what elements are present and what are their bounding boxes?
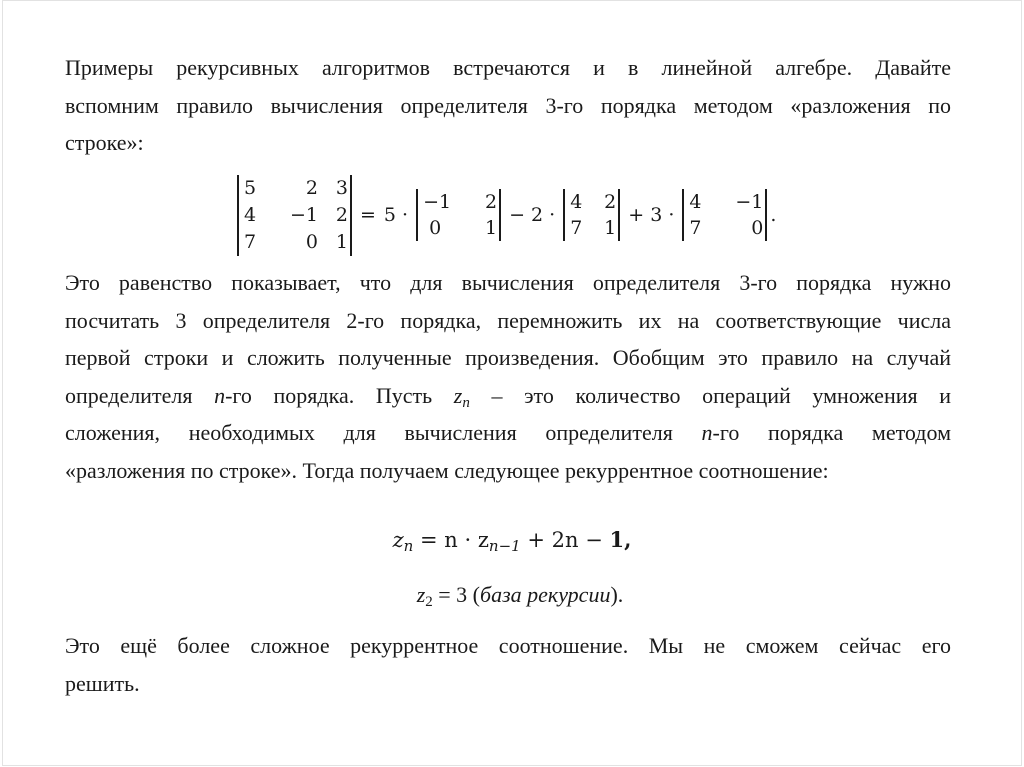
matrix-cell: 2	[485, 191, 498, 213]
minor-determinant-3	[682, 189, 767, 241]
formula-fragment: = n · z	[413, 528, 489, 552]
matrix-cell: 0	[751, 217, 764, 239]
variable-n: n	[214, 382, 226, 408]
minor-determinant-2	[563, 189, 620, 241]
coefficient-minus-2: − 2 ·	[509, 204, 556, 226]
coefficient-5: 5 ·	[383, 204, 409, 226]
variable-z: z	[392, 528, 404, 552]
subscript: n−1	[488, 537, 521, 555]
text-fragment: -го порядка методом	[712, 420, 951, 445]
text-fragment: определителя	[65, 382, 215, 408]
base-case-formula	[8, 582, 1024, 608]
constant-one: 1	[609, 527, 625, 552]
text-line: первой строки и сложить полученные произведения. Обобщим это правило на случай	[65, 345, 951, 370]
matrix-cell: 1	[604, 217, 617, 239]
recurrence-formula	[0, 527, 1024, 555]
formula-comma: ,	[624, 527, 632, 552]
subscript: 2	[425, 594, 433, 610]
matrix-cell: 7	[244, 231, 257, 253]
text-fragment: сложения, необходимых для вычисления определителя	[65, 420, 702, 445]
text-line: Это ещё более сложное рекуррентное соотношение. Мы не сможем сейчас его	[65, 633, 951, 658]
text-line: Примеры рекурсивных алгоритмов встречаются и в линейной алгебре. Давайте	[65, 55, 951, 80]
paragraph-explanation	[65, 264, 951, 489]
subscript-n: n	[462, 394, 470, 411]
variable-z: z	[416, 582, 426, 607]
formula-fragment: = 3 (	[432, 582, 480, 607]
formula-fragment: + 2n −	[520, 528, 610, 552]
matrix-cell: 2	[604, 191, 617, 213]
matrix-cell: 5	[244, 177, 257, 199]
minor-determinant-1	[416, 189, 501, 241]
equals-sign: =	[360, 204, 376, 226]
variable-n: n	[701, 420, 713, 445]
base-case-label: база рекурсии	[480, 582, 611, 607]
matrix-cell: 2	[305, 177, 318, 199]
text-line: Это равенство показывает, что для вычисления определителя 3-го порядка нужно	[65, 270, 951, 295]
matrix-cell: −1	[735, 191, 764, 213]
text-line: строке»:	[65, 130, 144, 155]
matrix-cell: 7	[570, 217, 583, 239]
matrix-cell: 7	[689, 217, 702, 239]
text-fragment: -го порядка. Пусть	[225, 382, 454, 408]
matrix-cell: 1	[485, 217, 498, 239]
text-line: «разложения по строке». Тогда получаем следующее рекуррентное соотношение:	[65, 457, 829, 483]
paragraph-intro	[65, 49, 951, 162]
main-determinant	[237, 175, 352, 256]
text-line: решить.	[65, 670, 140, 696]
matrix-cell: 4	[244, 204, 257, 226]
text-line: посчитать 3 определителя 2-го порядка, перемножить их на соответствующие числа	[65, 307, 951, 333]
matrix-cell: 4	[689, 191, 702, 213]
formula-period: .	[770, 204, 777, 226]
matrix-cell: 3	[335, 177, 348, 199]
coefficient-plus-3: + 3 ·	[628, 204, 675, 226]
matrix-cell: −1	[423, 191, 452, 213]
text-line	[65, 377, 951, 415]
determinant-expansion-formula	[237, 175, 776, 255]
matrix-cell: 2	[335, 204, 348, 226]
variable-z: z	[453, 382, 463, 408]
matrix-cell: 1	[335, 231, 348, 253]
matrix-cell: 0	[429, 217, 442, 239]
paragraph-conclusion	[65, 627, 951, 702]
subscript: n	[403, 537, 414, 555]
matrix-cell: −1	[289, 204, 318, 226]
text-fragment: – это количество операций умножения и	[469, 382, 952, 408]
matrix-cell: 4	[570, 191, 583, 213]
text-line: вспомним правило вычисления определителя 3-го порядка методом «разложения по	[65, 92, 951, 118]
text-line	[65, 414, 951, 452]
formula-fragment: ).	[610, 582, 624, 607]
matrix-cell: 0	[305, 231, 318, 253]
